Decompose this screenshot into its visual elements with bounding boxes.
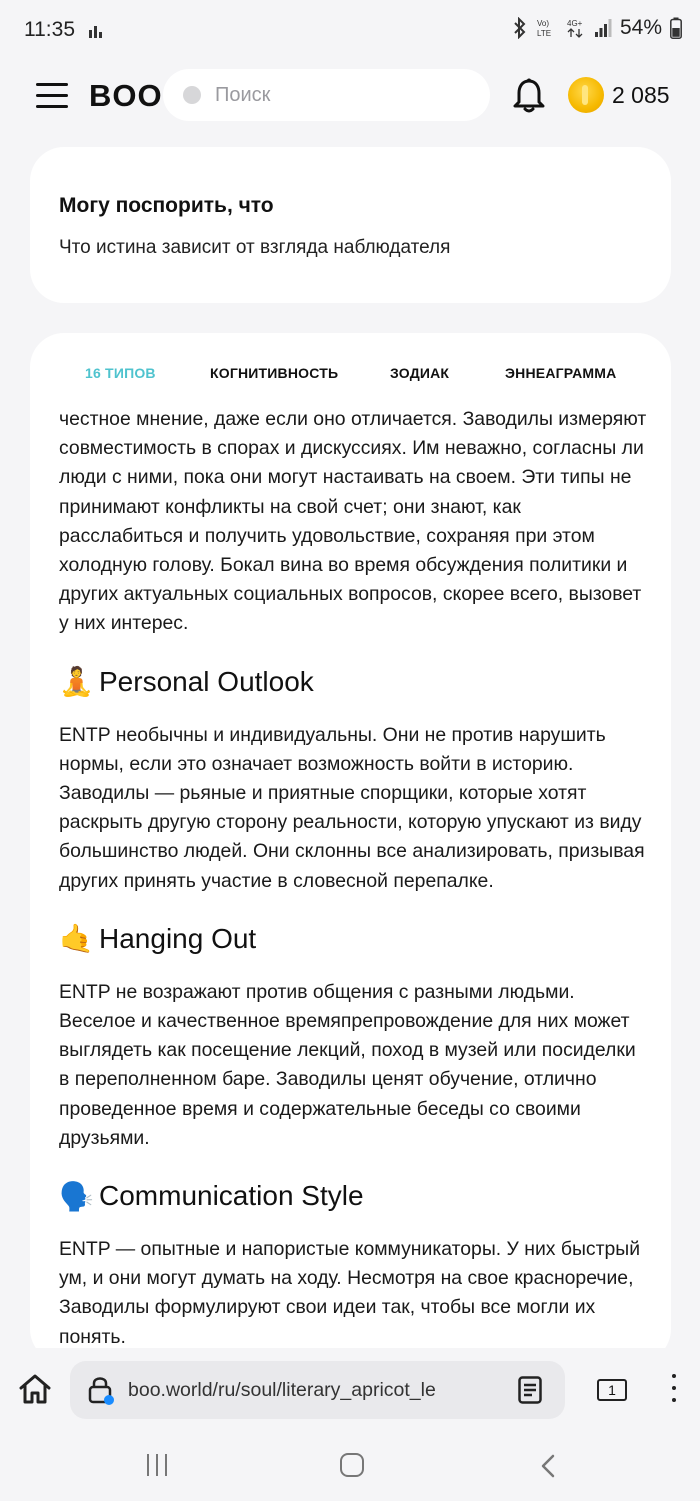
home-icon[interactable]	[18, 1372, 52, 1406]
call-me-hand-icon: 🤙	[59, 923, 94, 955]
bet-card-text: Что истина зависит от взгляда наблюдателя	[59, 237, 451, 258]
coin-icon	[568, 77, 604, 113]
intro-paragraph: честное мнение, даже если оно отличается. Заводилы измеряют совместимость в спорах и дискуссиях. Им неважно, согласны ли люди с ними, пока они могут настаивать на своем. Эти типы не принимают конфликты на свой счет; они знают, как расслабиться и получить удовольствие, сохраняя при этом холодную голову. Бокал вина во время обсуждения политики и других актуальных социальных вопросов, скорее всего, вызовет у них интерес.	[59, 408, 647, 635]
back-icon[interactable]	[540, 1453, 556, 1479]
tab-enneagram[interactable]: ЭННЕАГРАММА	[505, 365, 617, 381]
svg-text:4G+: 4G+	[566, 19, 583, 28]
search-icon	[183, 86, 201, 104]
status-bar	[0, 0, 700, 56]
section-title: Personal Outlook	[99, 665, 314, 697]
battery-percent: 54%	[619, 16, 662, 39]
volte-icon	[536, 17, 558, 39]
section-title: Hanging Out	[99, 922, 257, 954]
browser-toolbar	[0, 1348, 700, 1432]
article-content	[59, 405, 649, 1352]
tab-switcher-button[interactable]: 1	[597, 1379, 627, 1401]
type-tabs	[30, 365, 671, 389]
section-paragraph: ENTP — опытные и напористые коммуникаторы. У них быстрый ум, и они могут думать на ходу. Несмотря на свое красноречие, Заводилы формулируют свои идеи так, чтобы все могли их понять.	[59, 1238, 641, 1348]
coin-balance[interactable]	[568, 77, 670, 113]
system-nav-bar	[0, 1432, 700, 1501]
search-input[interactable]	[215, 84, 445, 107]
status-icons	[512, 16, 682, 40]
section-paragraph: ENTP не возражают против общения с разными людьми. Веселое и качественное времяпрепровождение для них может выглядеть как посещение лекций, поход в музей или посиделки в переполненном баре. Заводилы ценят обучение, отлично проведенное время и содержательные беседы со своими друзьями.	[59, 980, 636, 1149]
section-heading-communication-style	[59, 1175, 649, 1217]
app-logo[interactable]: BOO	[89, 78, 163, 113]
bet-card	[30, 147, 671, 303]
section-heading-hanging-out	[59, 918, 649, 960]
section-heading-personal-outlook	[59, 661, 649, 703]
bell-icon[interactable]	[512, 78, 546, 114]
speaking-head-icon: 🗣️	[59, 1180, 94, 1212]
url-text[interactable]: boo.world/ru/soul/literary_apricot_le	[128, 1379, 436, 1401]
nav-home-icon[interactable]	[340, 1453, 364, 1477]
section-paragraph: ENTP необычны и индивидуальны. Они не против нарушить нормы, если это означает возможность войти в историю. Заводилы — рьяные и приятные спорщики, которые хотят раскрыть другую сторону реальности, которую упускают из виду большинство людей. Они склонны все анализировать, призывая других принять участие в словесной перепалке.	[59, 723, 645, 892]
personality-card	[30, 333, 671, 1363]
recent-apps-icon[interactable]	[145, 1454, 169, 1476]
activity-icon	[89, 24, 105, 38]
signal-icon	[594, 18, 612, 38]
tab-16-types[interactable]: 16 ТИПОВ	[85, 365, 156, 381]
coin-amount: 2 085	[612, 81, 670, 108]
svg-text:Vo): Vo)	[536, 19, 549, 28]
tab-cognitive[interactable]: КОГНИТИВНОСТЬ	[210, 365, 339, 381]
tab-zodiac[interactable]: ЗОДИАК	[390, 365, 450, 381]
mobile-data-icon	[566, 17, 586, 39]
section-title: Communication Style	[99, 1180, 364, 1212]
bluetooth-icon	[512, 17, 528, 39]
lock-icon[interactable]	[88, 1375, 114, 1405]
menu-icon[interactable]	[36, 83, 68, 109]
address-bar[interactable]	[70, 1361, 565, 1419]
meditation-icon: 🧘	[59, 666, 94, 698]
reader-mode-icon[interactable]	[518, 1376, 542, 1404]
bet-card-title: Могу поспорить, что	[59, 194, 274, 217]
svg-text:LTE: LTE	[536, 29, 552, 38]
more-options-icon[interactable]	[670, 1372, 678, 1406]
battery-icon	[670, 17, 682, 39]
status-time: 11:35	[24, 18, 75, 41]
search-bar[interactable]	[163, 69, 490, 121]
app-header	[0, 56, 700, 136]
